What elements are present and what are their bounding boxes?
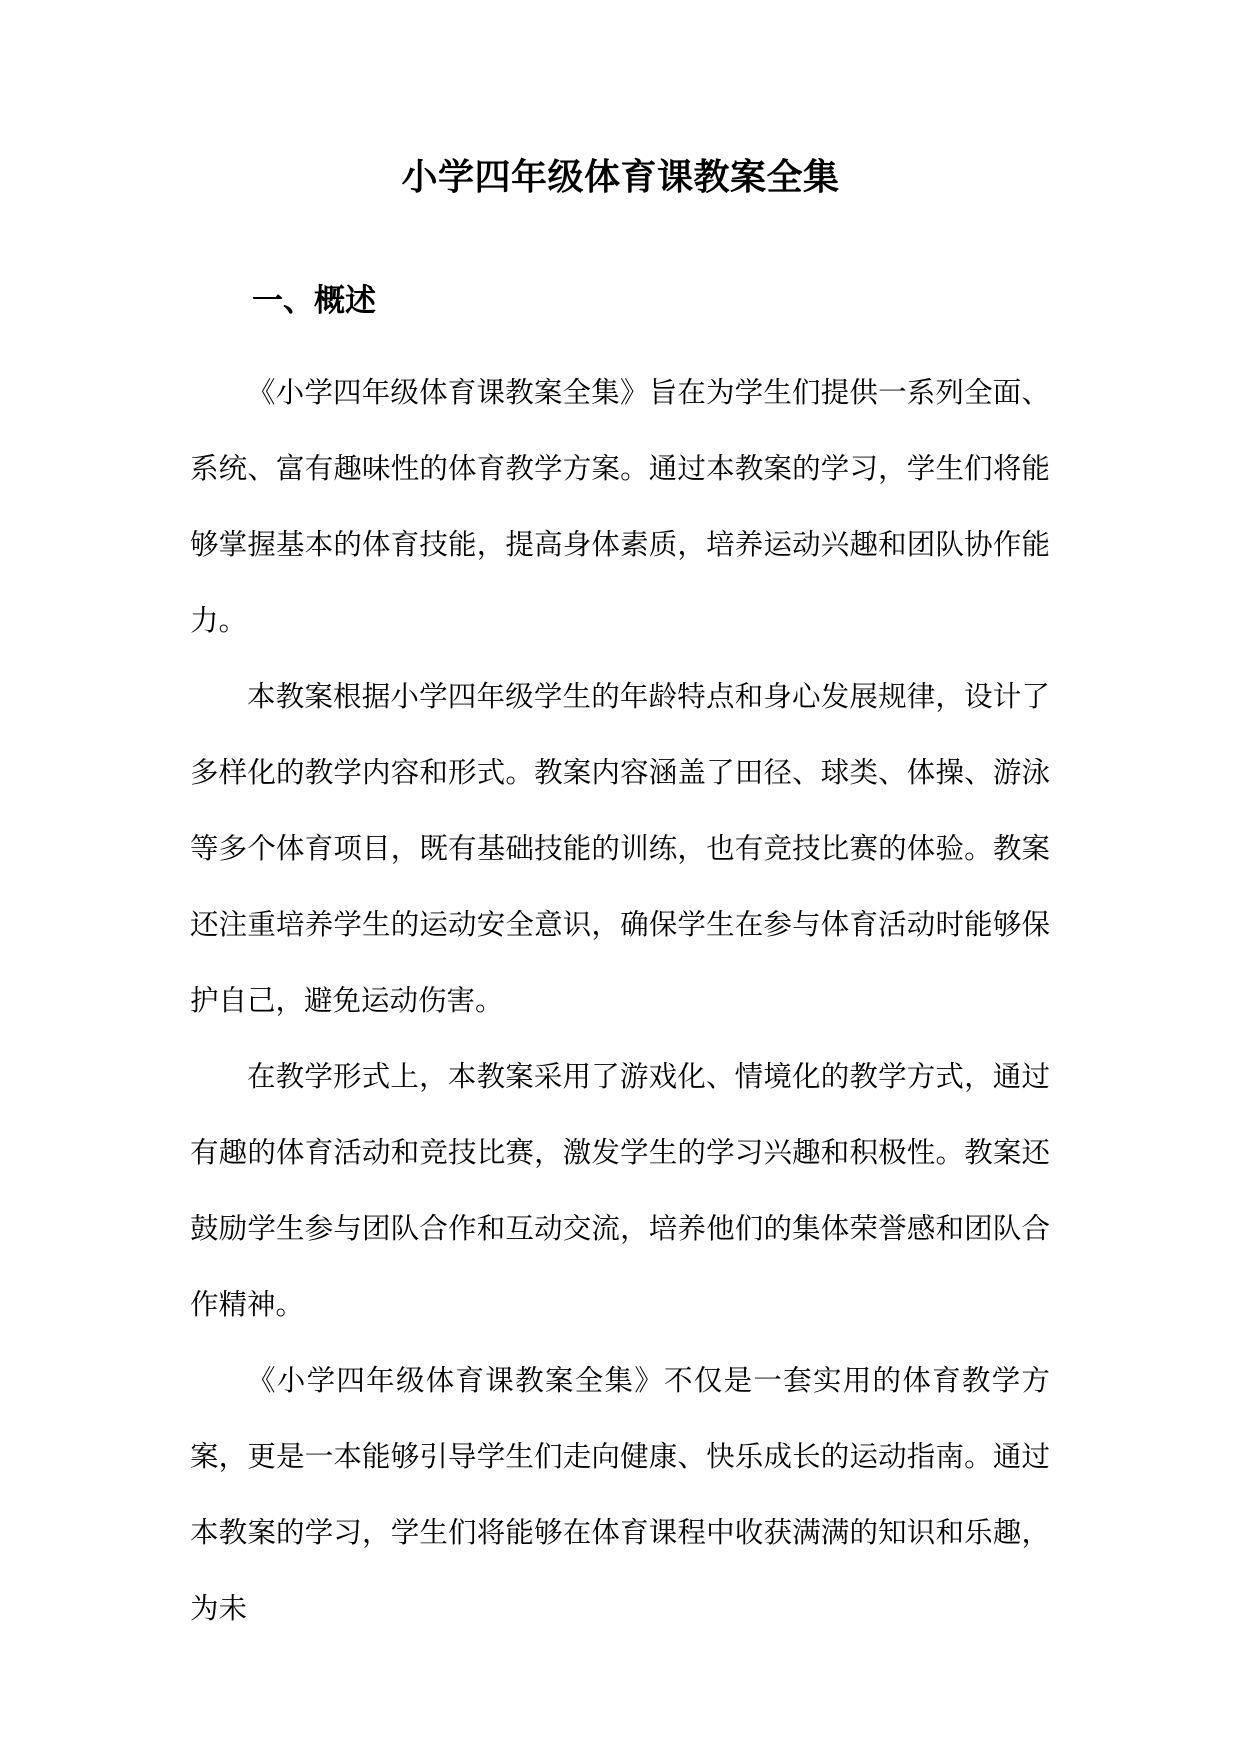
paragraph-3: 在教学形式上，本教案采用了游戏化、情境化的教学方式，通过有趣的体育活动和竞技比赛，激发学生的学习兴趣和积极性。教案还鼓励学生参与团队合作和互动交流，培养他们的集体荣誉感和团队合作精神。 (190, 1060, 1050, 1321)
paragraph-4: 《小学四年级体育课教案全集》不仅是一套实用的体育教学方案，更是一本能够引导学生们走向健康、快乐成长的运动指南。通过本教案的学习，学生们将能够在体育课程中收获满满的知识和乐趣，为未 (190, 1364, 1050, 1625)
body-text (190, 355, 1050, 1647)
section-heading: 一、概述 (252, 283, 376, 319)
page-title: 小学四年级体育课教案全集 (401, 157, 840, 198)
paragraph-2: 本教案根据小学四年级学生的年龄特点和身心发展规律，设计了多样化的教学内容和形式。教案内容涵盖了田径、球类、体操、游泳等多个体育项目，既有基础技能的训练，也有竞技比赛的体验。教案还注重培养学生的运动安全意识，确保学生在参与体育活动时能够保护自己，避免运动伤害。 (190, 680, 1050, 1017)
paragraph-1: 《小学四年级体育课教案全集》旨在为学生们提供一系列全面、系统、富有趣味性的体育教学方案。通过本教案的学习，学生们将能够掌握基本的体育技能，提高身体素质，培养运动兴趣和团队协作能力。 (190, 376, 1050, 637)
